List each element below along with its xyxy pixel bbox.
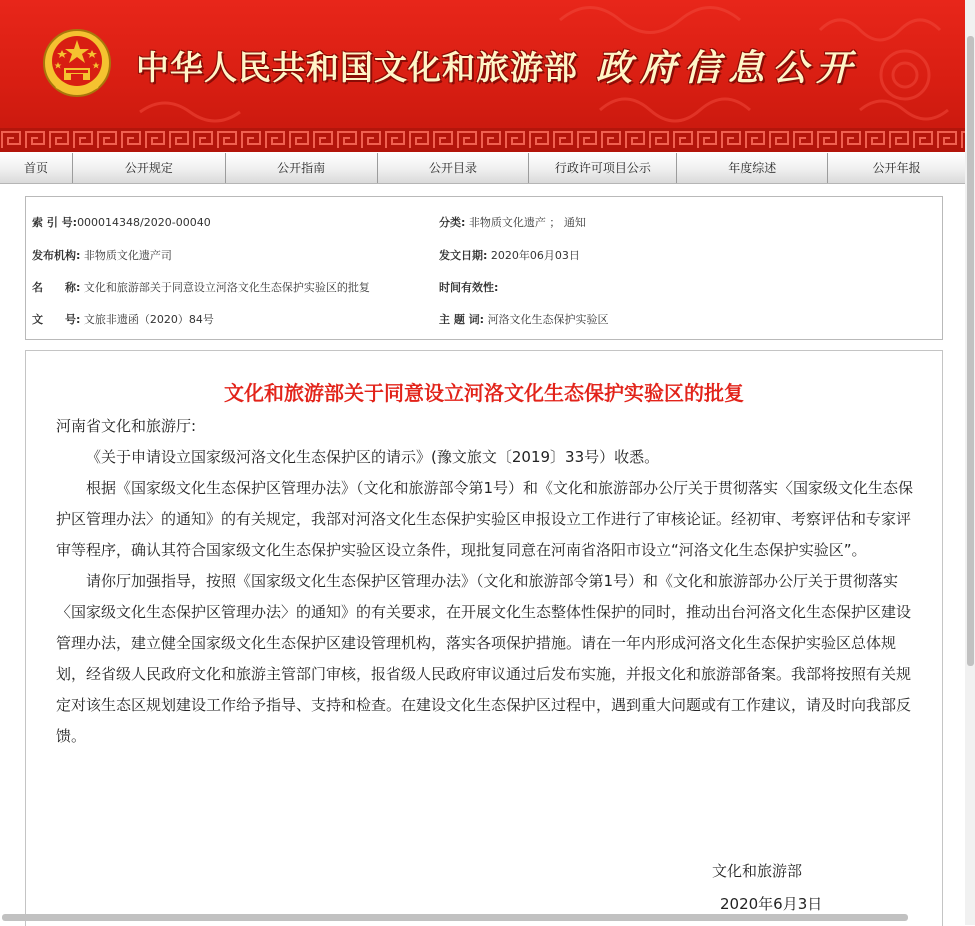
meta-category-value: 非物质文化遗产 ； 通知 [468,216,586,229]
nav-catalog[interactable]: 公开目录 [378,153,530,183]
meta-index-label: 索 引 号: [32,216,78,229]
meta-docno [32,311,214,327]
horizontal-scrollbar-thumb[interactable] [2,914,908,921]
article-content [25,350,943,926]
meta-keyword-label: 主 题 词: [439,313,485,326]
nav-annual-summary[interactable]: 年度综述 [677,153,828,183]
meta-date-label: 发文日期: [439,249,488,262]
meta-date-value: 2020年06月03日 [490,249,580,262]
meta-publisher-label: 发布机构: [32,249,81,262]
salutation: 河南省文化和旅游厅: [56,417,197,435]
meta-docno-label: 文 号: [32,313,81,326]
nav-license-list[interactable]: 行政许可项目公示 [529,153,677,183]
open-government-slogan: 政府信息公开 [596,47,861,89]
article-body [56,411,916,752]
meta-publisher [32,247,172,263]
meta-name [32,279,370,295]
meta-validity [439,279,498,295]
vertical-scrollbar-thumb[interactable] [967,36,974,666]
meta-category [439,214,586,230]
greek-key-border [0,128,965,152]
document-title: 文化和旅游部关于同意设立河洛文化生态保护实验区的批复 [224,381,744,405]
paragraph-2: 根据《国家级文化生态保护区管理办法》（文化和旅游部令第1号）和《文化和旅游部办公厅关于贯彻落实〈国家级文化生态保护区管理办法〉的通知》的有关规定，我部对河洛文化生态保护实验区申报设立工作进行了审核论证。经初审、考察评估和专家评审等程序，确认其符合国家级文化生态保护实验区设立条件，现批复同意在河南省洛阳市设立“河洛文化生态保护实验区”。 [56,479,914,559]
document-metadata [25,196,943,340]
meta-keyword [439,311,609,327]
meta-date [439,247,580,263]
nav-guide[interactable]: 公开指南 [226,153,378,183]
meta-docno-value: 文旅非遗函（2020）84号 [83,313,214,326]
meta-validity-label: 时间有效性: [439,281,499,294]
signature-organization: 文化和旅游部 [712,862,803,880]
nav-home[interactable]: 首页 [0,153,73,183]
header-banner [0,0,965,152]
meta-index [32,214,211,230]
paragraph-3: 请你厅加强指导，按照《国家级文化生态保护区管理办法》（文化和旅游部令第1号）和《文化和旅游部办公厅关于贯彻落实〈国家级文化生态保护区管理办法〉的通知》的有关要求，在开展文化生态整体性保护的同时，推动出台河洛文化生态保护区建设管理办法，建立健全国家级文化生态保护区建设管理机构，落实各项保护措施。请在一年内形成河洛文化生态保护实验区总体规划，经省级人民政府文化和旅游主管部门审核，报省级人民政府审议通过后发布实施，并报文化和旅游部备案。我部将按照有关规定对该生态区规划建设工作给予指导、支持和检查。在建设文化生态保护区过程中，遇到重大问题或有工作建议，请及时向我部反馈。 [56,572,912,745]
signature-date: 2020年6月3日 [720,895,823,913]
meta-keyword-value: 河洛文化生态保护实验区 [487,313,609,326]
main-nav [0,153,965,184]
national-emblem-icon [42,28,112,98]
meta-category-label: 分类: [439,216,466,229]
nav-annual-report[interactable]: 公开年报 [872,161,921,175]
meta-index-value: 000014348/2020-00040 [77,216,211,229]
meta-publisher-value: 非物质文化遗产司 [83,249,172,262]
paragraph-1: 《关于申请设立国家级河洛文化生态保护区的请示》(豫文旅文〔2019〕33号）收悉。 [86,448,660,466]
nav-regulations[interactable]: 公开规定 [73,153,226,183]
meta-name-value: 文化和旅游部关于同意设立河洛文化生态保护实验区的批复 [83,281,370,294]
meta-name-label: 名 称: [32,281,81,294]
ministry-title: 中华人民共和国文化和旅游部 [136,48,578,87]
